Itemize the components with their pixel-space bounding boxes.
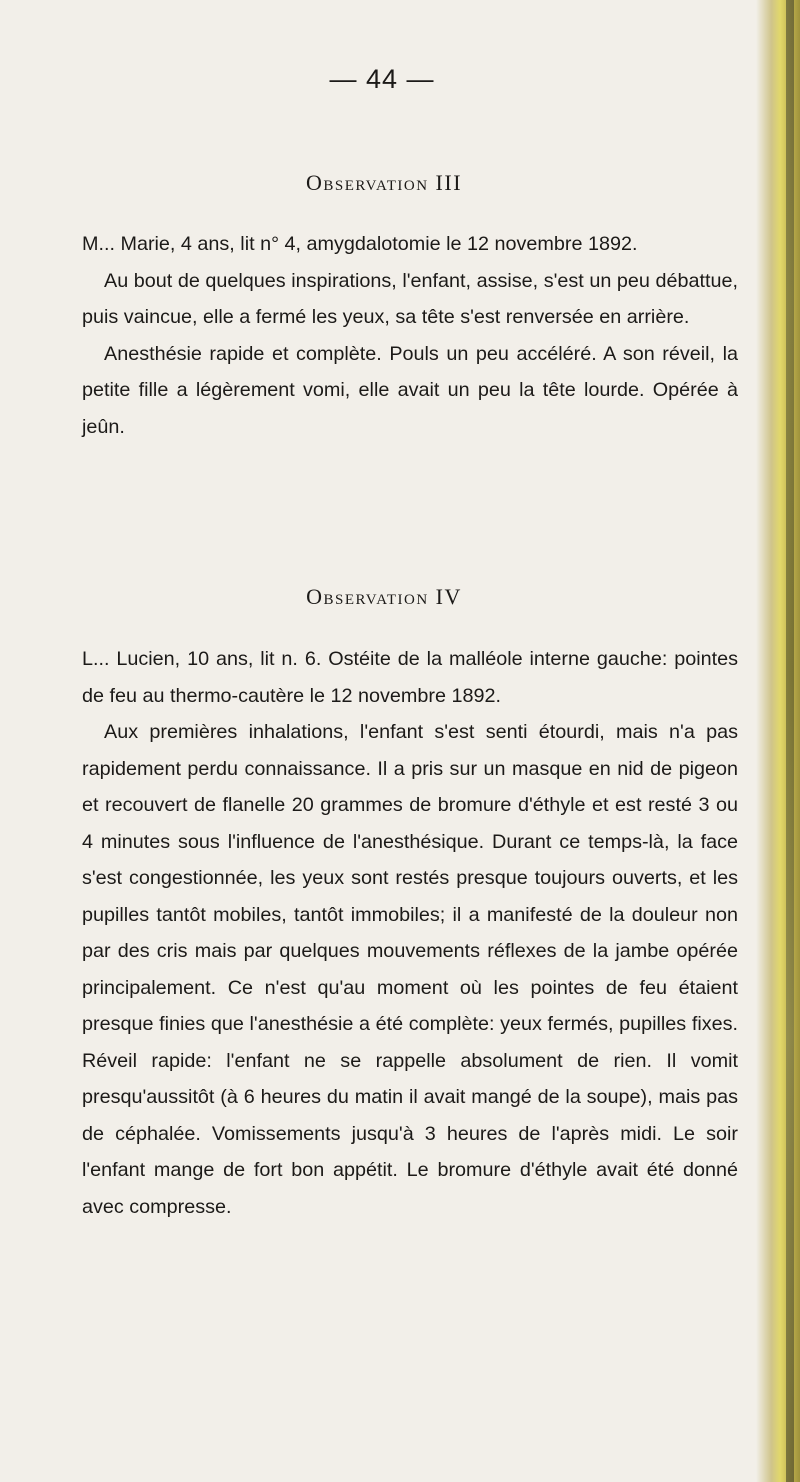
paragraph: Au bout de quelques inspirations, l'enfant, assise, s'est un peu débattue, puis vaincue, elle a fermé les yeux, sa tête s'est renversée en arrière. bbox=[82, 269, 738, 328]
paragraph: L... Lucien, 10 ans, lit n. 6. Ostéite de la malléole interne gauche: pointes de feu au thermo-cautère le 12 novembre 1892. bbox=[82, 648, 738, 707]
paragraph: Aux premières inhalations, l'enfant s'est senti étourdi, mais n'a pas rapidement perdu connaissance. Il a pris sur un masque en nid de pigeon et recouvert de flanelle 20 grammes de bromure d'éthyle et est resté 3 ou 4 minutes sous l'influence de l'anesthésique. Durant ce temps-là, la face s'est congestionnée, les yeux sont restés presque toujours ouverts, et les pupilles tantôt mobiles, tantôt immobiles; il a manifesté de la douleur non par des cris mais par quelques mouvements réflexes de la jambe opérée principalement. Ce n'est qu'au moment où les pointes de feu étaient presque finies que l'anesthésie a été complète: yeux fermés, pupilles fixes. Réveil rapide: l'enfant ne se rappelle absolument de rien. Il vomit presqu'aussitôt (à 6 heures du matin il avait mangé de la soupe), mais pas de céphalée. Vomissements jusqu'à 3 heures de l'après midi. Le soir l'enfant mange de fort bon appétit. Le bromure d'éthyle avait été donné avec compresse. bbox=[82, 721, 738, 1218]
section-heading: Observation IV bbox=[306, 584, 462, 609]
paragraph: Anesthésie rapide et complète. Pouls un peu accéléré. A son réveil, la petite fille a légèrement vomi, elle avait un peu la tête lourde. Opérée à jeûn. bbox=[82, 342, 738, 438]
section-heading: Observation III bbox=[305, 170, 463, 195]
page-edge-shadow bbox=[786, 0, 794, 1482]
section-body bbox=[82, 226, 738, 445]
paragraph: M... Marie, 4 ans, lit n° 4, amygdalotomie le 12 novembre 1892. bbox=[82, 233, 638, 255]
page-number: — 44 — bbox=[329, 64, 435, 94]
section-body bbox=[82, 641, 738, 1225]
